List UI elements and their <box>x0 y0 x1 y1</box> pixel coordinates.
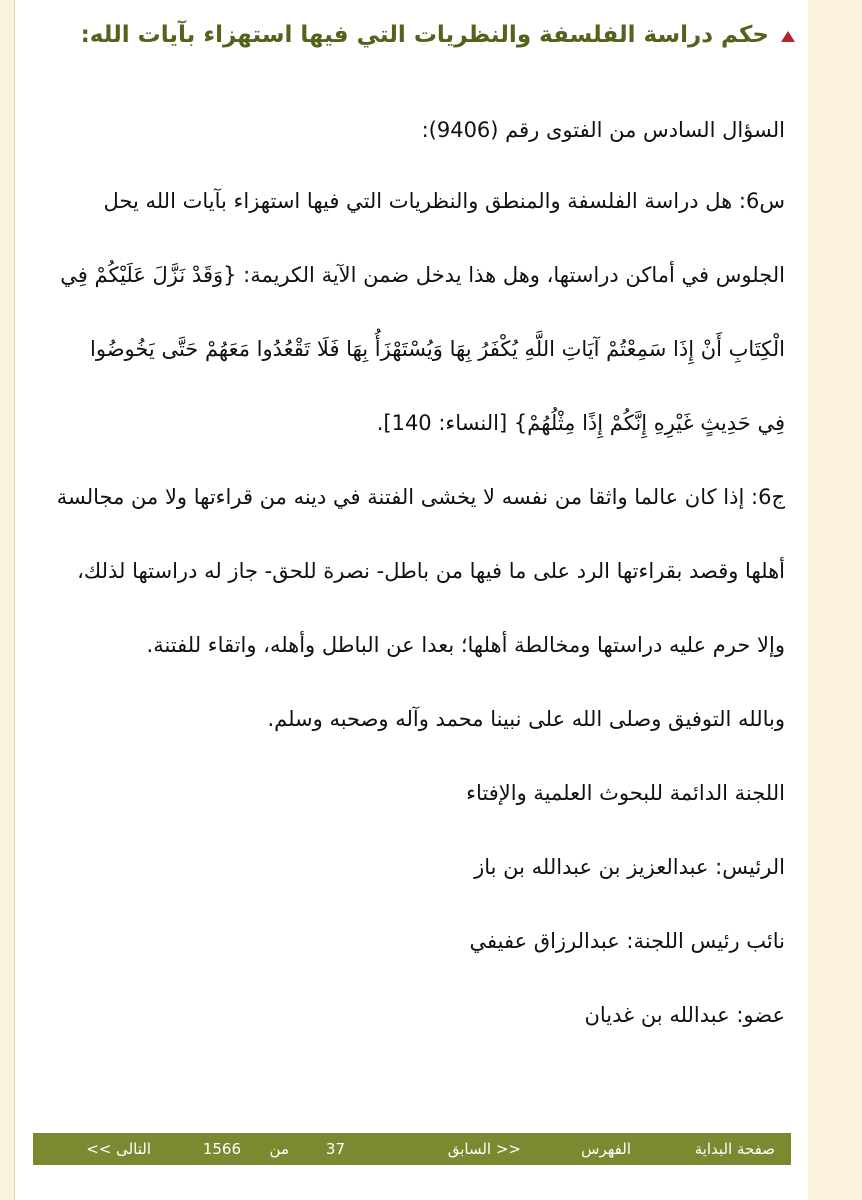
index-link[interactable]: الفهرس <box>581 1140 631 1158</box>
vice-chairman: نائب رئيس اللجنة: عبدالرزاق عفيفي <box>469 929 785 953</box>
collapse-triangle-icon[interactable] <box>781 31 795 42</box>
question-line: الْكِتَابِ أَنْ إِذَا سَمِعْتُمْ آيَاتِ اللَّهِ يُكْفَرُ بِهَا وَيُسْتَهْزَأُ بِهَا فَلَا تَقْعُدُوا مَعَهُمْ حَتَّى يَخُوضُوا <box>90 337 785 361</box>
next-link[interactable]: التالى >> <box>86 1140 151 1158</box>
question-line: الجلوس في أماكن دراستها، وهل هذا يدخل ضمن الآية الكريمة: {وَقَدْ نَزَّلَ عَلَيْكُمْ فِي <box>60 263 785 287</box>
answer-line: أهلها وقصد بقراءتها الرد على ما فيها من باطل- نصرة للحق- جاز له دراستها لذلك، <box>77 559 785 583</box>
page-margin <box>808 0 862 1200</box>
fatwa-heading <box>35 22 795 48</box>
home-link[interactable]: صفحة البداية <box>694 1140 775 1158</box>
total-pages: 1566 <box>202 1140 241 1158</box>
current-page-number: 37 <box>325 1140 345 1158</box>
navigation-bar <box>33 1133 791 1165</box>
chairman: الرئيس: عبدالعزيز بن عبدالله بن باز <box>474 855 785 879</box>
question-reference: السؤال السادس من الفتوى رقم (9406): <box>421 118 785 142</box>
committee-name: اللجنة الدائمة للبحوث العلمية والإفتاء <box>466 781 785 805</box>
answer-line: وإلا حرم عليه دراستها ومخالطة أهلها؛ بعدا عن الباطل وأهله، واتقاء للفتنة. <box>146 633 785 657</box>
heading-title: حكم دراسة الفلسفة والنظريات التي فيها استهزاء بآيات الله: <box>80 22 769 48</box>
question-line: فِي حَدِيثٍ غَيْرِهِ إِنَّكُمْ إِذًا مِثْلُهُمْ} [النساء: 140]. <box>376 411 785 435</box>
question-line: س6: هل دراسة الفلسفة والمنطق والنظريات التي فيها استهزاء بآيات الله يحل <box>103 189 785 213</box>
previous-link[interactable]: << السابق <box>447 1140 521 1158</box>
answer-line: ج6: إذا كان عالما واثقا من نفسه لا يخشى الفتنة في دينه من قراءتها ولا من مجالسة <box>56 485 785 509</box>
document-page <box>14 0 810 1200</box>
page-of-label: من <box>269 1140 289 1158</box>
committee-member: عضو: عبدالله بن غديان <box>584 1003 785 1027</box>
fatwa-body <box>29 96 785 1052</box>
closing-prayer: وبالله التوفيق وصلى الله على نبينا محمد وآله وصحبه وسلم. <box>267 707 785 731</box>
